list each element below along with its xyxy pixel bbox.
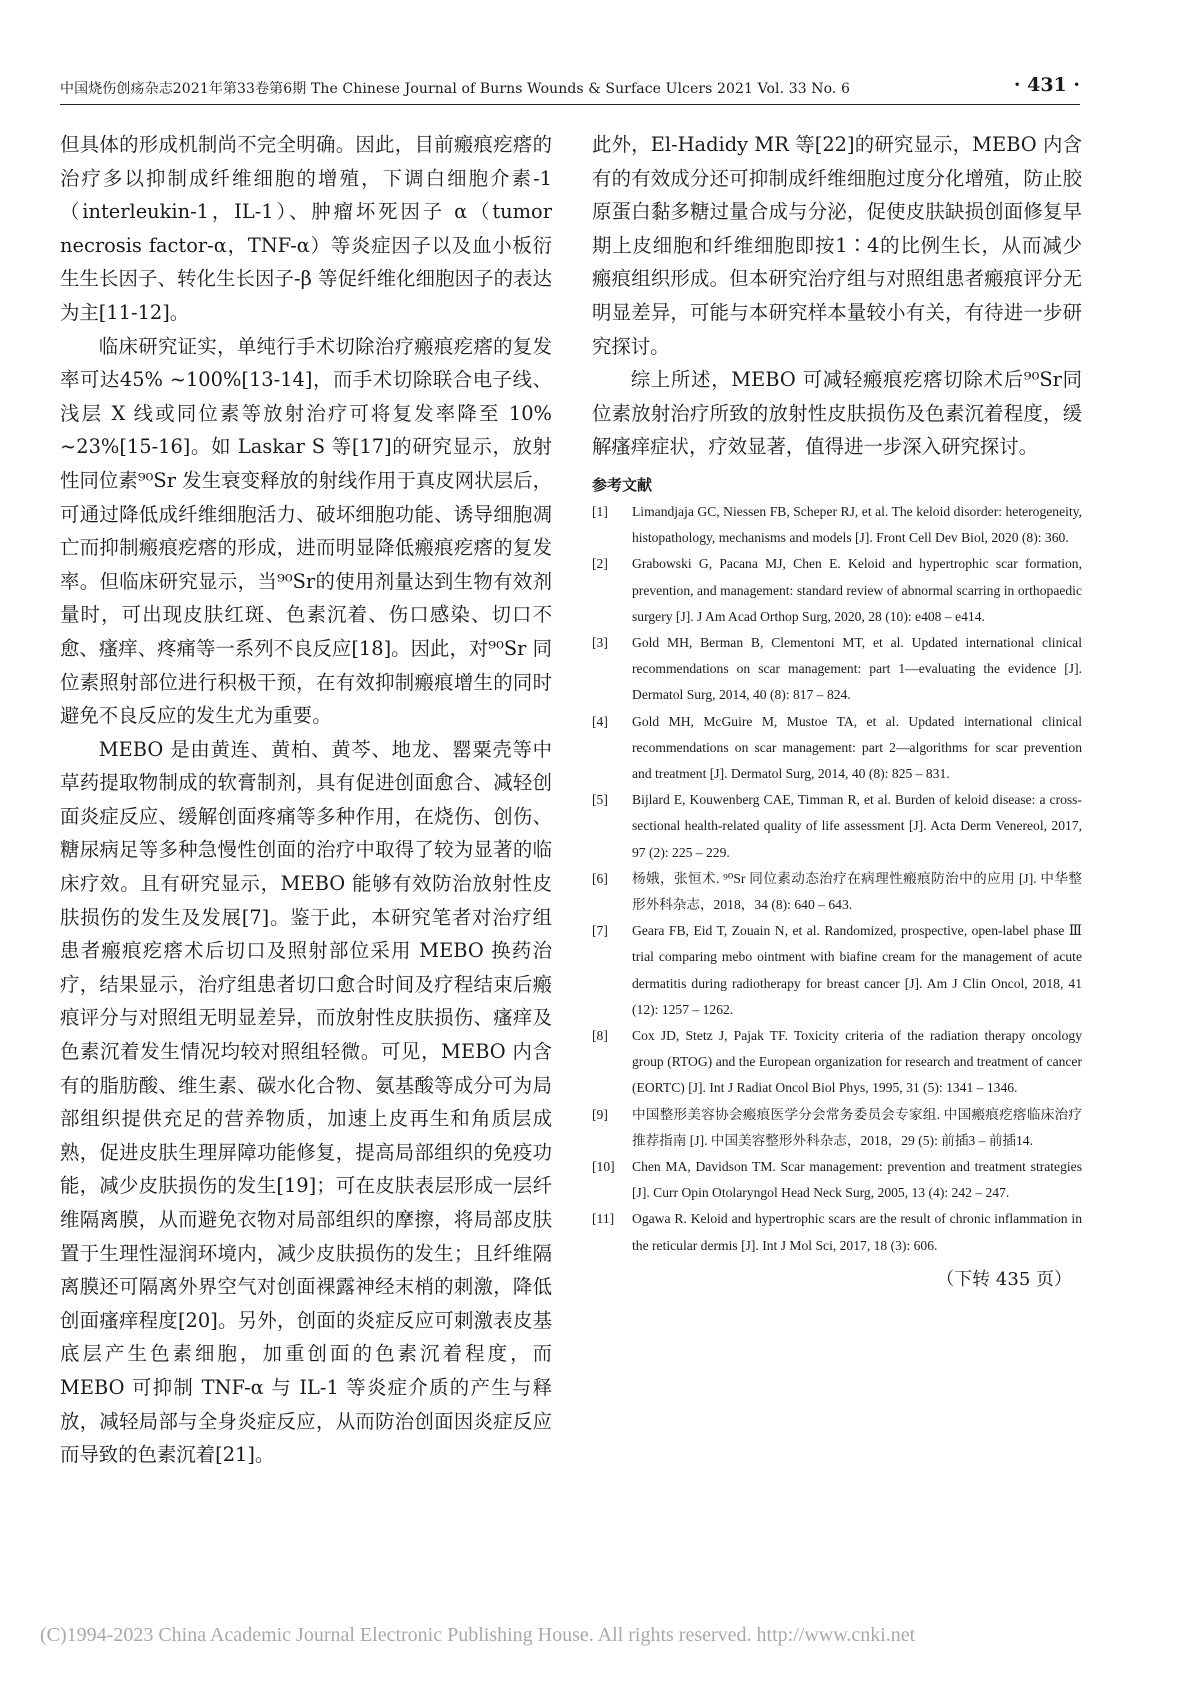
reference-number: [4] — [592, 713, 608, 729]
reference-number: [7] — [592, 923, 608, 939]
journal-title-line: 中国烧伤创疡杂志2021年第33卷第6期 The Chinese Journal of Burns Wounds & Surface Ulcers 2021 Vol. 33 No. 6 — [60, 81, 851, 97]
continued-on-note: （下转 435 页） — [936, 1268, 1072, 1290]
body-paragraph: 综上所述，MEBO 可减轻瘢痕疙瘩切除术后⁹⁰Sr同位素放射治疗所致的放射性皮肤损伤及色素沉着程度，缓解瘙痒症状，疗效显著，值得进一步深入研究探讨。 — [592, 368, 1082, 459]
reference-number: [3] — [592, 634, 608, 650]
reference-number: [8] — [592, 1028, 608, 1043]
reference-item — [592, 709, 1082, 788]
right-column — [592, 128, 1082, 1291]
body-paragraph: 此外，El-Hadidy MR 等[22]的研究显示，MEBO 内含有的有效成分还可抑制成纤维细胞过度分化增殖，防止胶原蛋白黏多糖过量合成与分泌，促使皮肤缺损创面修复早期上皮细胞和纤维细胞即按1∶4的比例生长，从而减少瘢痕组织形成。但本研究治疗组与对照组患者瘢痕评分无明显差异，可能与本研究样本量较小有关，有待进一步研究探讨。 — [592, 133, 1082, 358]
reference-text: Gold MH, McGuire M, Mustoe TA, et al. Updated international clinical recommendations on scar management: part 2—algorithms for scar prevention and treatment [J]. Dermatol Surg, 2014, 40 (8): 825 – 831. — [632, 713, 1082, 781]
body-paragraph: 临床研究证实，单纯行手术切除治疗瘢痕疙瘩的复发率可达45% ~100%[13-14]，而手术切除联合电子线、浅层 X 线或同位素等放射治疗可将复发率降至 10% ~23%[15-16]。如 Laskar S 等[17]的研究显示，放射性同位素⁹⁰Sr 发生衰变释放的射线作用于真皮网状层后，可通过降低成纤维细胞活力、破坏细胞功能、诱导细胞凋亡而抑制瘢痕疙瘩的形成，进而明显降低瘢痕疙瘩的复发率。但临床研究显示，当⁹⁰Sr的使用剂量达到生物有效剂量时，可出现皮肤红斑、色素沉着、伤口感染、切口不愈、瘙痒、疼痛等一系列不良反应[18]。因此，对⁹⁰Sr 同位素照射部位进行积极干预，在有效抑制瘢痕增生的同时避免不良反应的发生尤为重要。 — [60, 334, 552, 728]
reference-number: [2] — [592, 556, 608, 572]
reference-number: [11] — [592, 1211, 615, 1227]
reference-item — [592, 1102, 1082, 1154]
reference-number: [1] — [592, 503, 608, 519]
reference-item — [592, 918, 1082, 1023]
reference-number: [9] — [592, 1106, 608, 1122]
reference-item — [592, 787, 1082, 866]
reference-item — [592, 630, 1082, 709]
reference-number: [6] — [592, 870, 608, 886]
reference-text: Grabowski G, Pacana MJ, Chen E. Keloid and hypertrophic scar formation, prevention, and management: standard review of abnormal scarring in orthopaedic surgery [J]. J Am Acad Orthop Surg, 2020, 28 (10): e408 – e414. — [632, 556, 1082, 624]
reference-text: Cox JD, Stetz J, Pajak TF. Toxicity criteria of the radiation therapy oncology group (RTOG) and the European organization for research and treatment of cancer (EORTC) [J]. Int J Radiat Oncol Biol Phys, 1995, 31 (5): 1341 – 1346. — [632, 1028, 1082, 1096]
reference-item — [592, 1206, 1082, 1258]
running-header — [60, 74, 1080, 105]
reference-item — [592, 866, 1082, 918]
page-number: · 431 · — [1013, 74, 1080, 96]
reference-text: 中国整形美容协会瘢痕医学分会常务委员会专家组. 中国瘢痕疙瘩临床治疗推荐指南 [J]. 中国美容整形外科杂志，2018，29 (5): 前插3 – 前插14. — [632, 1106, 1082, 1148]
references-heading: 参考文献 — [592, 475, 653, 494]
reference-text: Gold MH, Berman B, Clementoni MT, et al. Updated international clinical recommendations on scar management: part 1—evaluating the evidence [J]. Dermatol Surg, 2014, 40 (8): 817 – 824. — [632, 634, 1082, 703]
reference-text: 杨娥，张恒术. ⁹⁰Sr 同位素动态治疗在病理性瘢痕防治中的应用 [J]. 中华整形外科杂志，2018，34 (8): 640 – 643. — [632, 870, 1082, 912]
reference-number: [5] — [592, 792, 608, 808]
references-list — [592, 499, 1082, 1259]
reference-text: Limandjaja GC, Niessen FB, Scheper RJ, et al. The keloid disorder: heterogeneity, histopathology, mechanisms and models [J]. Front Cell Dev Biol, 2020 (8): 360. — [632, 503, 1082, 546]
reference-text: Geara FB, Eid T, Zouain N, et al. Randomized, prospective, open-label phase Ⅲ trial comparing mebo ointment with biafine cream for the management of acute dermatitis during radiotherapy for breast cancer [J]. Am J Clin Oncol, 2018, 41 (12): 1257 – 1262. — [632, 923, 1082, 1017]
copyright-footer: (C)1994-2023 China Academic Journal Electronic Publishing House. All rights reserved. http://www.cnki.net — [40, 1624, 916, 1646]
reference-text: Bijlard E, Kouwenberg CAE, Timman R, et al. Burden of keloid disease: a cross-sectional health-related quality of life assessment [J]. Acta Derm Venereol, 2017, 97 (2): 225 – 229. — [632, 792, 1082, 860]
left-column — [60, 128, 552, 1472]
reference-number: [10] — [592, 1159, 615, 1175]
body-paragraph: 但具体的形成机制尚不完全明确。因此，目前瘢痕疙瘩的治疗多以抑制成纤维细胞的增殖，下调白细胞介素-1（interleukin-1，IL-1）、肿瘤坏死因子 α（tumor necrosis factor-α，TNF-α）等炎症因子以及血小板衍生生长因子、转化生长因子-β 等促纤维化细胞因子的表达为主[11-12]。 — [60, 133, 552, 324]
reference-item — [592, 1154, 1082, 1206]
reference-text: Ogawa R. Keloid and hypertrophic scars are the result of chronic inflammation in the reticular dermis [J]. Int J Mol Sci, 2017, 18 (3): 606. — [632, 1211, 1082, 1253]
body-paragraph: MEBO 是由黄连、黄柏、黄芩、地龙、罂粟壳等中草药提取物制成的软膏制剂，具有促进创面愈合、减轻创面炎症反应、缓解创面疼痛等多种作用，在烧伤、创伤、糖尿病足等多种急慢性创面的治疗中取得了较为显著的临床疗效。且有研究显示，MEBO 能够有效防治放射性皮肤损伤的发生及发展[7]。鉴于此，本研究笔者对治疗组患者瘢痕疙瘩术后切口及照射部位采用 MEBO 换药治疗，结果显示，治疗组患者切口愈合时间及疗程结束后瘢痕评分与对照组无明显差异，而放射性皮肤损伤、瘙痒及色素沉着发生情况均较对照组轻微。可见，MEBO 内含有的脂肪酸、维生素、碳水化合物、氨基酸等成分可为局部组织提供充足的营养物质，加速上皮再生和角质层成熟，促进皮肤生理屏障功能修复，提高局部组织的免疫功能，减少皮肤损伤的发生[19]；可在皮肤表层形成一层纤维隔离膜，从而避免衣物对局部组织的摩擦，将局部皮肤置于生理性湿润环境内，减少皮肤损伤的发生；且纤维隔离膜还可隔离外界空气对创面裸露神经末梢的刺激，降低创面瘙痒程度[20]。另外，创面的炎症反应可刺激表皮基底层产生色素细胞，加重创面的色素沉着程度，而 MEBO 可抑制 TNF-α 与 IL-1 等炎症介质的产生与释放，减轻局部与全身炎症反应，从而防治创面因炎症反应而导致的色素沉着[21]。 — [60, 737, 552, 1467]
reference-item — [592, 499, 1082, 551]
reference-item — [592, 551, 1082, 630]
reference-item — [592, 1023, 1082, 1102]
reference-text: Chen MA, Davidson TM. Scar management: prevention and treatment strategies [J]. Curr Opin Otolaryngol Head Neck Surg, 2005, 13 (4): 242 – 247. — [632, 1159, 1082, 1201]
